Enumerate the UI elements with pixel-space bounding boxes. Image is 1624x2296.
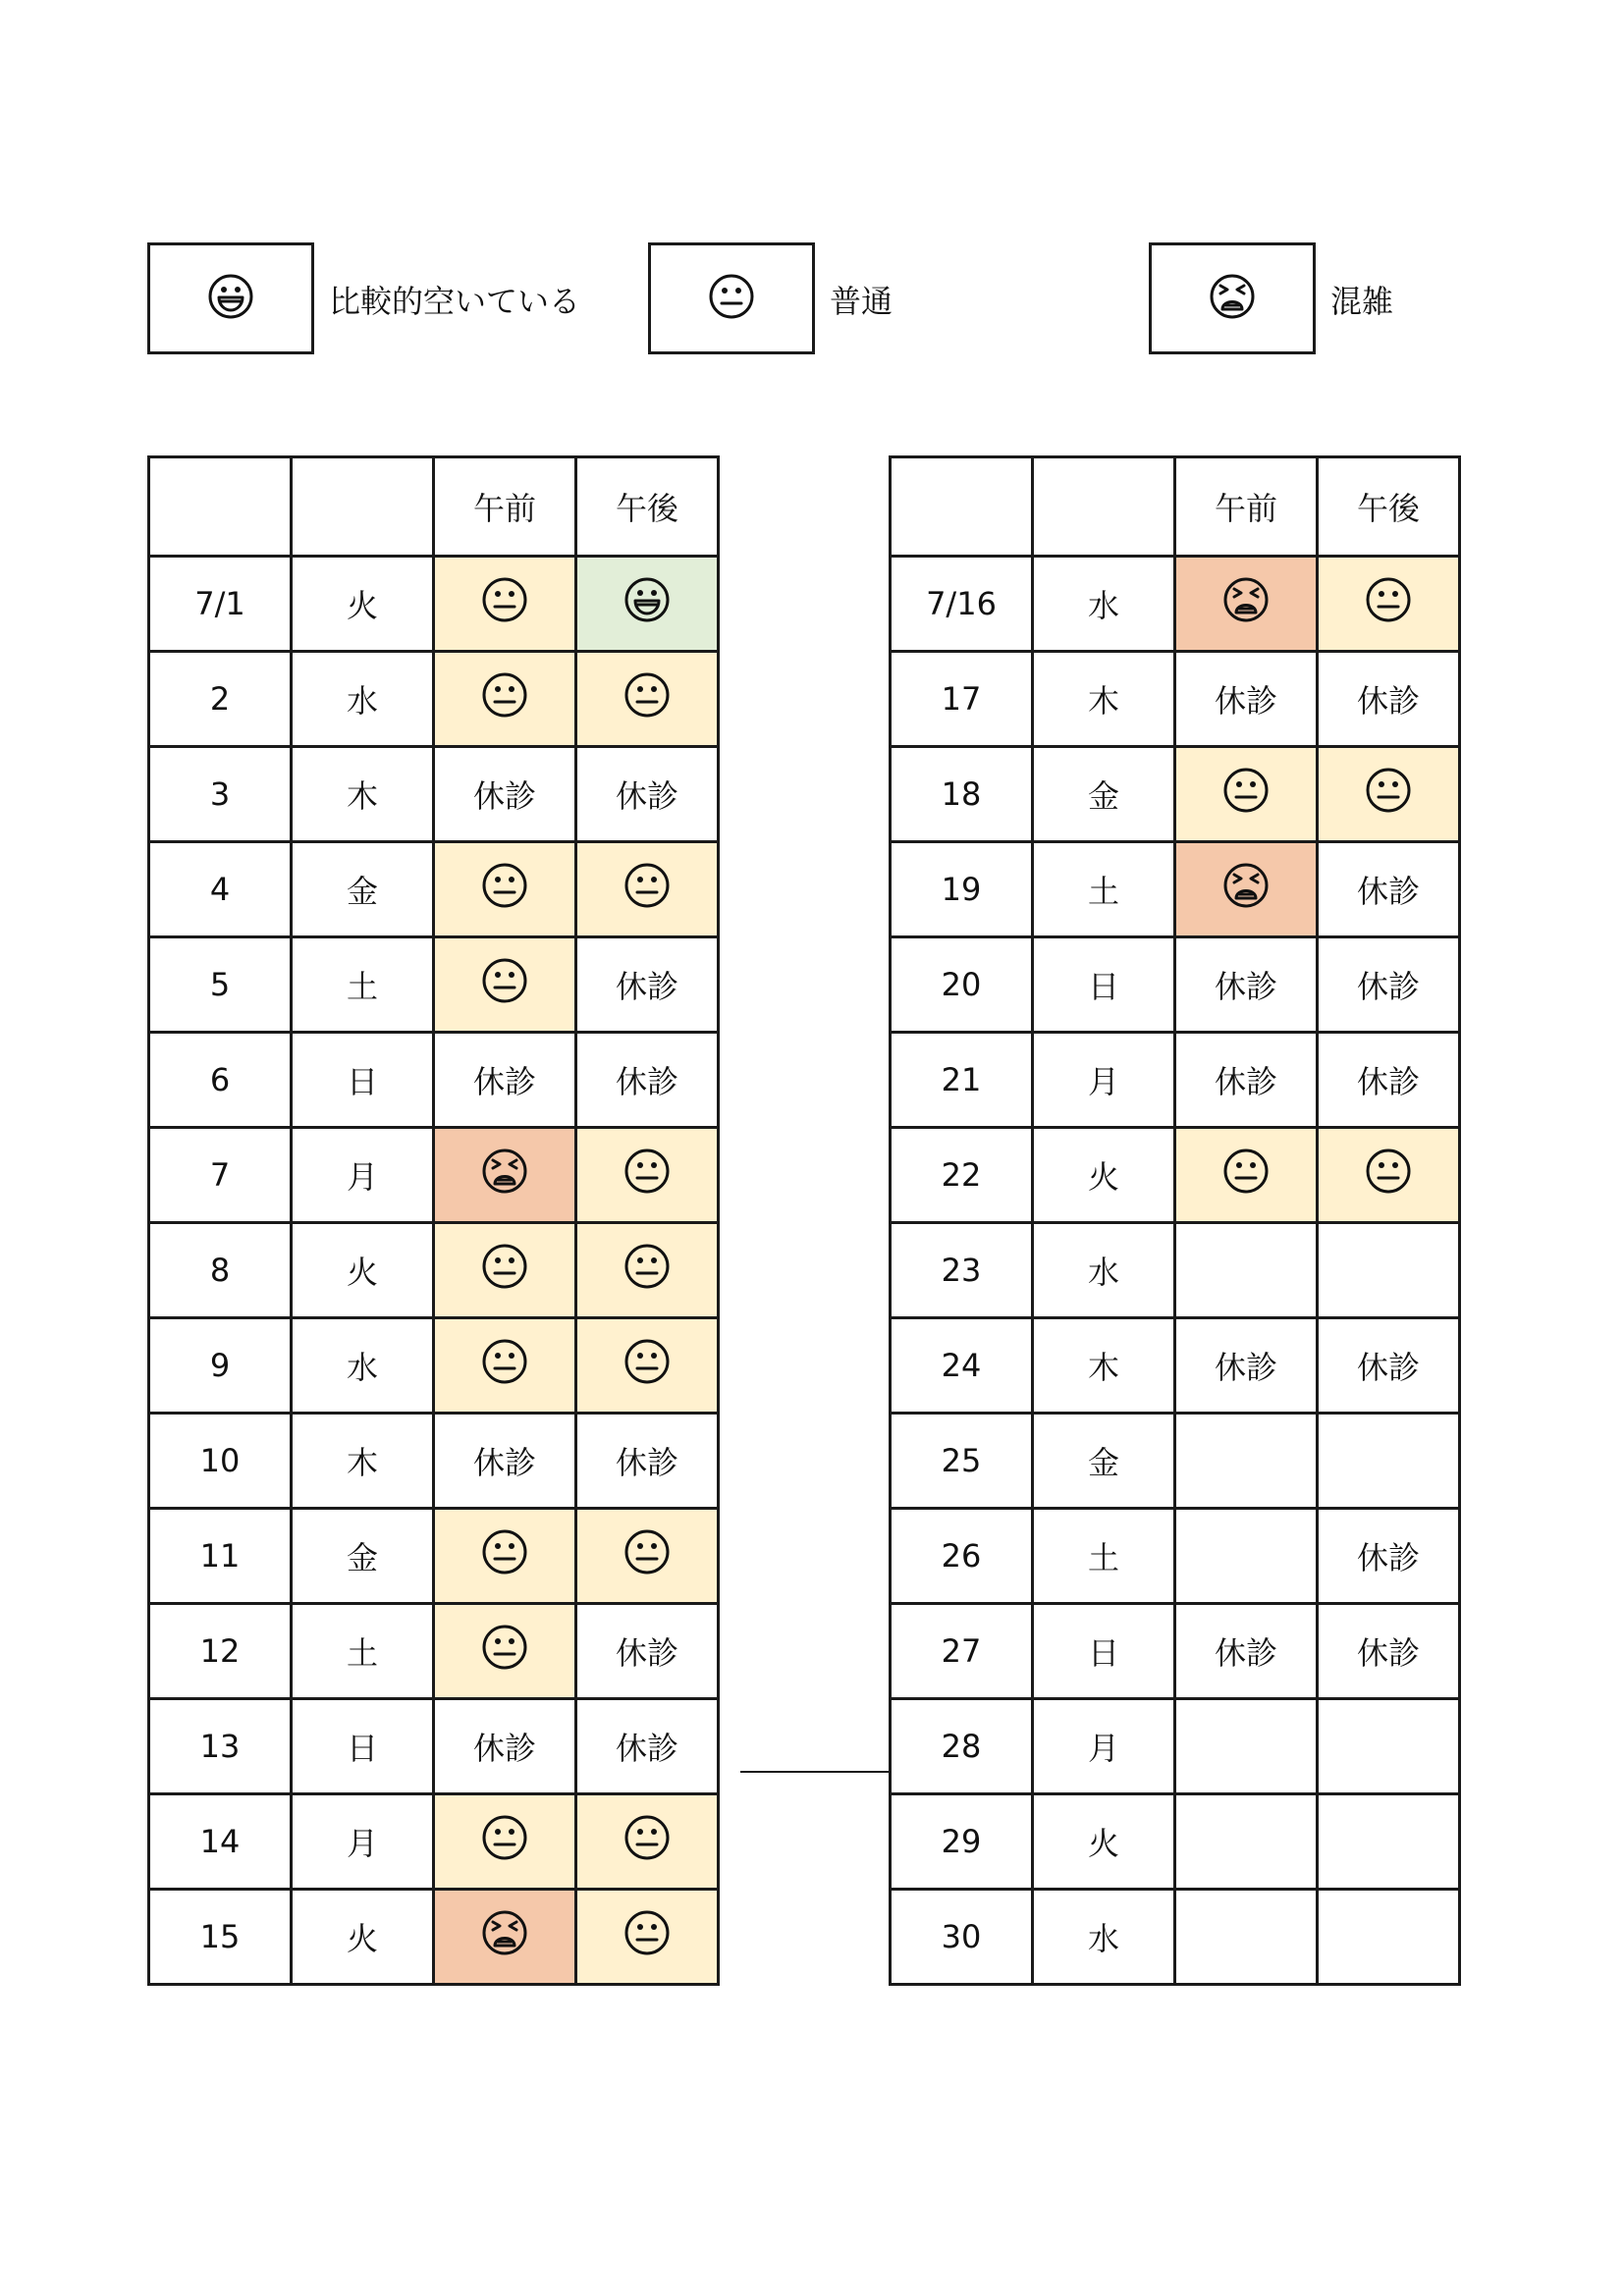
pm-status-cell bbox=[576, 1509, 719, 1604]
date-cell: 22 bbox=[891, 1128, 1033, 1223]
header-pm-cell: 午後 bbox=[576, 457, 719, 557]
connector-line bbox=[740, 1771, 892, 1773]
header-day-cell bbox=[1033, 457, 1175, 557]
table-row bbox=[891, 1890, 1460, 1985]
table-row bbox=[149, 1699, 719, 1794]
weekday-cell: 火 bbox=[1033, 1794, 1175, 1890]
table-row bbox=[149, 842, 719, 937]
weekday-cell: 水 bbox=[292, 1318, 434, 1414]
neutral-face-icon bbox=[1221, 1147, 1271, 1203]
table-row bbox=[149, 652, 719, 747]
am-status-cell: 休診 bbox=[1175, 1604, 1318, 1699]
pm-status-cell: 休診 bbox=[576, 1604, 719, 1699]
pm-status-cell bbox=[1318, 1794, 1460, 1890]
table-row bbox=[891, 842, 1460, 937]
pm-status-cell bbox=[576, 1223, 719, 1318]
table-row bbox=[149, 1509, 719, 1604]
table-row bbox=[891, 1794, 1460, 1890]
pm-status-cell: 休診 bbox=[576, 1033, 719, 1128]
table-row bbox=[149, 1414, 719, 1509]
table-header-row bbox=[891, 457, 1460, 557]
table-row bbox=[891, 1604, 1460, 1699]
date-cell: 18 bbox=[891, 747, 1033, 842]
neutral-face-icon bbox=[623, 670, 672, 727]
am-status-cell bbox=[1175, 747, 1318, 842]
neutral-face-icon bbox=[480, 1527, 529, 1584]
schedule-table-body bbox=[149, 457, 719, 1985]
date-cell: 7/1 bbox=[149, 557, 292, 652]
schedule-table-right bbox=[889, 455, 1461, 1986]
am-status-cell bbox=[434, 1890, 576, 1985]
weekday-cell: 月 bbox=[292, 1128, 434, 1223]
weekday-cell: 水 bbox=[1033, 1223, 1175, 1318]
table-header-row bbox=[149, 457, 719, 557]
neutral-face-icon bbox=[1364, 575, 1413, 632]
am-status-cell bbox=[434, 937, 576, 1033]
weekday-cell: 日 bbox=[1033, 937, 1175, 1033]
am-status-cell: 休診 bbox=[1175, 652, 1318, 747]
date-cell: 24 bbox=[891, 1318, 1033, 1414]
am-status-cell bbox=[434, 842, 576, 937]
am-status-cell bbox=[1175, 557, 1318, 652]
am-status-cell bbox=[434, 1223, 576, 1318]
weekday-cell: 土 bbox=[292, 1604, 434, 1699]
weekday-cell: 水 bbox=[292, 652, 434, 747]
date-cell: 21 bbox=[891, 1033, 1033, 1128]
weekday-cell: 木 bbox=[292, 1414, 434, 1509]
am-status-cell: 休診 bbox=[434, 1033, 576, 1128]
header-day-cell bbox=[292, 457, 434, 557]
pm-status-cell bbox=[576, 557, 719, 652]
neutral-face-icon bbox=[480, 1813, 529, 1870]
am-status-cell bbox=[1175, 1414, 1318, 1509]
am-status-cell: 休診 bbox=[1175, 937, 1318, 1033]
date-cell: 8 bbox=[149, 1223, 292, 1318]
am-status-cell bbox=[434, 1509, 576, 1604]
am-status-cell: 休診 bbox=[434, 747, 576, 842]
neutral-face-icon bbox=[480, 1337, 529, 1394]
table-row bbox=[149, 557, 719, 652]
grin-face-icon bbox=[206, 272, 255, 325]
table-row bbox=[149, 1890, 719, 1985]
date-cell: 11 bbox=[149, 1509, 292, 1604]
pm-status-cell bbox=[576, 1794, 719, 1890]
date-cell: 28 bbox=[891, 1699, 1033, 1794]
pm-status-cell bbox=[576, 1890, 719, 1985]
weekday-cell: 火 bbox=[292, 557, 434, 652]
neutral-face-icon bbox=[623, 861, 672, 918]
pm-status-cell bbox=[1318, 1128, 1460, 1223]
date-cell: 10 bbox=[149, 1414, 292, 1509]
legend-swatch-normal bbox=[648, 242, 815, 354]
date-cell: 17 bbox=[891, 652, 1033, 747]
pm-status-cell: 休診 bbox=[1318, 1318, 1460, 1414]
am-status-cell bbox=[1175, 1223, 1318, 1318]
am-status-cell bbox=[434, 1604, 576, 1699]
date-cell: 19 bbox=[891, 842, 1033, 937]
tired-face-icon bbox=[1221, 575, 1271, 632]
table-row bbox=[891, 557, 1460, 652]
table-row bbox=[149, 1128, 719, 1223]
legend-label-good: 比較的空いている bbox=[329, 283, 581, 320]
am-status-cell: 休診 bbox=[434, 1414, 576, 1509]
weekday-cell: 水 bbox=[1033, 1890, 1175, 1985]
table-row bbox=[891, 1033, 1460, 1128]
weekday-cell: 土 bbox=[1033, 1509, 1175, 1604]
weekday-cell: 木 bbox=[1033, 652, 1175, 747]
tired-face-icon bbox=[1221, 861, 1271, 918]
weekday-cell: 火 bbox=[292, 1223, 434, 1318]
date-cell: 5 bbox=[149, 937, 292, 1033]
neutral-face-icon bbox=[707, 272, 756, 325]
weekday-cell: 月 bbox=[1033, 1033, 1175, 1128]
pm-status-cell bbox=[1318, 747, 1460, 842]
am-status-cell: 休診 bbox=[1175, 1033, 1318, 1128]
table-row bbox=[149, 937, 719, 1033]
schedule-table-left bbox=[147, 455, 720, 1986]
pm-status-cell: 休診 bbox=[576, 937, 719, 1033]
date-cell: 7 bbox=[149, 1128, 292, 1223]
am-status-cell bbox=[1175, 1890, 1318, 1985]
date-cell: 2 bbox=[149, 652, 292, 747]
table-row bbox=[149, 1223, 719, 1318]
weekday-cell: 木 bbox=[292, 747, 434, 842]
am-status-cell bbox=[434, 557, 576, 652]
neutral-face-icon bbox=[480, 575, 529, 632]
date-cell: 7/16 bbox=[891, 557, 1033, 652]
neutral-face-icon bbox=[1364, 1147, 1413, 1203]
neutral-face-icon bbox=[623, 1147, 672, 1203]
am-status-cell bbox=[434, 1128, 576, 1223]
weekday-cell: 土 bbox=[292, 937, 434, 1033]
weekday-cell: 金 bbox=[292, 842, 434, 937]
neutral-face-icon bbox=[480, 1242, 529, 1299]
neutral-face-icon bbox=[623, 1337, 672, 1394]
table-row bbox=[891, 937, 1460, 1033]
table-row bbox=[891, 747, 1460, 842]
table-row bbox=[891, 652, 1460, 747]
weekday-cell: 月 bbox=[1033, 1699, 1175, 1794]
table-row bbox=[149, 1318, 719, 1414]
weekday-cell: 水 bbox=[1033, 557, 1175, 652]
date-cell: 14 bbox=[149, 1794, 292, 1890]
date-cell: 3 bbox=[149, 747, 292, 842]
pm-status-cell: 休診 bbox=[576, 1699, 719, 1794]
header-date-cell bbox=[891, 457, 1033, 557]
am-status-cell bbox=[1175, 1794, 1318, 1890]
table-row bbox=[891, 1414, 1460, 1509]
neutral-face-icon bbox=[623, 1242, 672, 1299]
pm-status-cell bbox=[576, 842, 719, 937]
header-am-cell: 午前 bbox=[434, 457, 576, 557]
neutral-face-icon bbox=[1364, 766, 1413, 823]
date-cell: 12 bbox=[149, 1604, 292, 1699]
pm-status-cell bbox=[576, 652, 719, 747]
table-row bbox=[149, 1033, 719, 1128]
date-cell: 9 bbox=[149, 1318, 292, 1414]
am-status-cell bbox=[434, 1794, 576, 1890]
weekday-cell: 土 bbox=[1033, 842, 1175, 937]
date-cell: 6 bbox=[149, 1033, 292, 1128]
weekday-cell: 火 bbox=[1033, 1128, 1175, 1223]
header-pm-cell: 午後 bbox=[1318, 457, 1460, 557]
weekday-cell: 日 bbox=[292, 1699, 434, 1794]
am-status-cell bbox=[1175, 1509, 1318, 1604]
date-cell: 23 bbox=[891, 1223, 1033, 1318]
date-cell: 15 bbox=[149, 1890, 292, 1985]
tired-face-icon bbox=[480, 1908, 529, 1965]
grin-face-icon bbox=[623, 575, 672, 632]
am-status-cell: 休診 bbox=[1175, 1318, 1318, 1414]
neutral-face-icon bbox=[480, 956, 529, 1013]
table-row bbox=[891, 1128, 1460, 1223]
pm-status-cell: 休診 bbox=[1318, 1509, 1460, 1604]
legend-label-busy: 混雑 bbox=[1330, 283, 1394, 320]
weekday-cell: 日 bbox=[1033, 1604, 1175, 1699]
pm-status-cell bbox=[576, 1318, 719, 1414]
header-date-cell bbox=[149, 457, 292, 557]
pm-status-cell: 休診 bbox=[576, 747, 719, 842]
pm-status-cell: 休診 bbox=[1318, 1033, 1460, 1128]
date-cell: 26 bbox=[891, 1509, 1033, 1604]
date-cell: 13 bbox=[149, 1699, 292, 1794]
pm-status-cell bbox=[1318, 1223, 1460, 1318]
pm-status-cell bbox=[1318, 1890, 1460, 1985]
header-am-cell: 午前 bbox=[1175, 457, 1318, 557]
pm-status-cell: 休診 bbox=[1318, 842, 1460, 937]
pm-status-cell bbox=[1318, 1699, 1460, 1794]
am-status-cell bbox=[1175, 842, 1318, 937]
neutral-face-icon bbox=[623, 1908, 672, 1965]
weekday-cell: 金 bbox=[1033, 1414, 1175, 1509]
date-cell: 30 bbox=[891, 1890, 1033, 1985]
legend-swatch-busy bbox=[1149, 242, 1316, 354]
table-row bbox=[149, 1794, 719, 1890]
date-cell: 29 bbox=[891, 1794, 1033, 1890]
tired-face-icon bbox=[1208, 272, 1257, 325]
neutral-face-icon bbox=[480, 1623, 529, 1680]
pm-status-cell bbox=[1318, 1414, 1460, 1509]
am-status-cell bbox=[1175, 1128, 1318, 1223]
neutral-face-icon bbox=[480, 670, 529, 727]
weekday-cell: 金 bbox=[1033, 747, 1175, 842]
table-row bbox=[891, 1223, 1460, 1318]
weekday-cell: 月 bbox=[292, 1794, 434, 1890]
weekday-cell: 金 bbox=[292, 1509, 434, 1604]
weekday-cell: 木 bbox=[1033, 1318, 1175, 1414]
table-row bbox=[149, 747, 719, 842]
pm-status-cell: 休診 bbox=[1318, 937, 1460, 1033]
am-status-cell bbox=[1175, 1699, 1318, 1794]
pm-status-cell: 休診 bbox=[1318, 1604, 1460, 1699]
date-cell: 27 bbox=[891, 1604, 1033, 1699]
pm-status-cell: 休診 bbox=[576, 1414, 719, 1509]
table-row bbox=[891, 1318, 1460, 1414]
weekday-cell: 火 bbox=[292, 1890, 434, 1985]
pm-status-cell: 休診 bbox=[1318, 652, 1460, 747]
am-status-cell bbox=[434, 1318, 576, 1414]
tired-face-icon bbox=[480, 1147, 529, 1203]
legend-swatch-good bbox=[147, 242, 314, 354]
date-cell: 25 bbox=[891, 1414, 1033, 1509]
neutral-face-icon bbox=[623, 1813, 672, 1870]
legend-label-normal: 普通 bbox=[830, 283, 893, 320]
schedule-table-body bbox=[891, 457, 1460, 1985]
table-row bbox=[891, 1699, 1460, 1794]
neutral-face-icon bbox=[1221, 766, 1271, 823]
neutral-face-icon bbox=[480, 861, 529, 918]
table-row bbox=[891, 1509, 1460, 1604]
table-row bbox=[149, 1604, 719, 1699]
am-status-cell: 休診 bbox=[434, 1699, 576, 1794]
date-cell: 4 bbox=[149, 842, 292, 937]
neutral-face-icon bbox=[623, 1527, 672, 1584]
pm-status-cell bbox=[576, 1128, 719, 1223]
am-status-cell bbox=[434, 652, 576, 747]
weekday-cell: 日 bbox=[292, 1033, 434, 1128]
date-cell: 20 bbox=[891, 937, 1033, 1033]
pm-status-cell bbox=[1318, 557, 1460, 652]
